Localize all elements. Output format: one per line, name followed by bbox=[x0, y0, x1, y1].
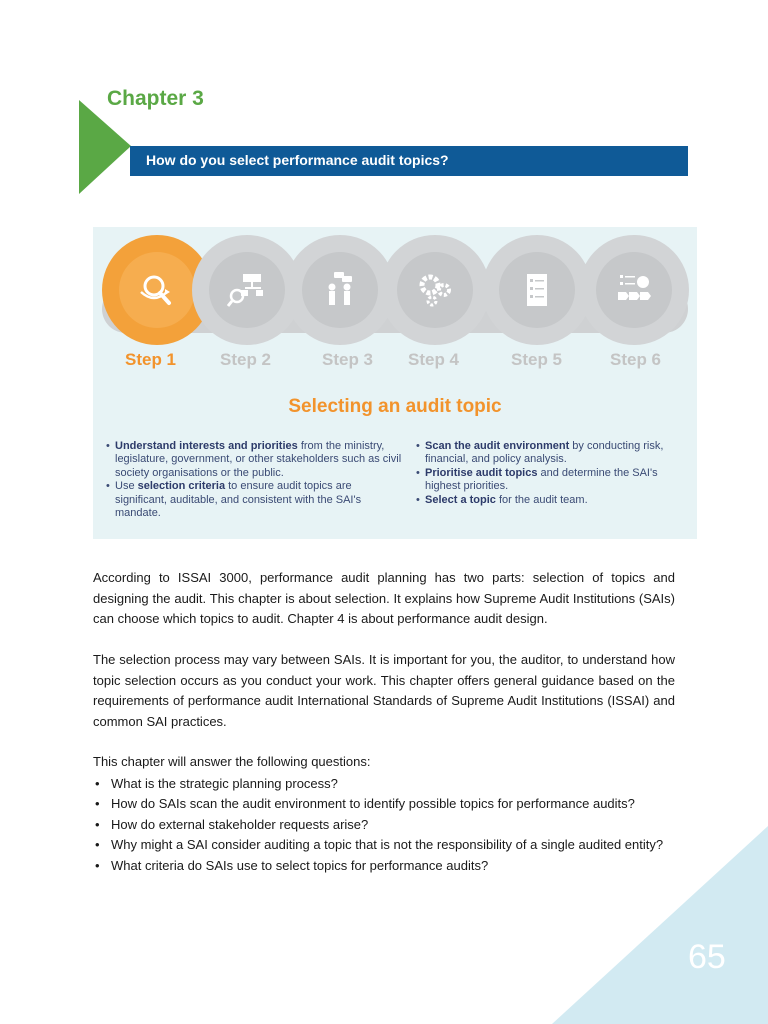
gears-icon bbox=[415, 270, 455, 310]
magnifier-arrow-icon bbox=[137, 270, 177, 310]
right-bullet-list bbox=[415, 440, 685, 507]
list-item: • Understand interests and priorities from the ministry, legislature, government, or other stakeholders such as civil society organisations or the public. bbox=[115, 440, 405, 480]
step-5-circle bbox=[482, 235, 592, 345]
list-item: • How do external stakeholder requests arise? bbox=[111, 815, 675, 836]
step-label: Step 5 bbox=[511, 350, 563, 369]
list-item: • What is the strategic planning process? bbox=[111, 774, 675, 795]
left-bullet-list bbox=[105, 440, 405, 520]
page-number: 65 bbox=[688, 938, 726, 976]
list-item: • How do SAIs scan the audit environment to identify possible topics for performance audits? bbox=[111, 794, 675, 815]
questions-section bbox=[93, 752, 675, 876]
step-6-circle bbox=[579, 235, 689, 345]
step-label: Step 3 bbox=[322, 350, 374, 369]
list-item: • What criteria do SAIs use to select topics for performance audits? bbox=[111, 856, 675, 877]
list-item: • Use selection criteria to ensure audit topics are significant, auditable, and consistent with the SAI's mandate. bbox=[115, 480, 405, 520]
chapter-arrow-icon bbox=[79, 100, 131, 194]
chapter-heading-bar bbox=[130, 146, 688, 176]
chapter-title: Chapter 3 bbox=[107, 87, 204, 110]
questions-intro: This chapter will answer the following questions: bbox=[93, 754, 371, 769]
list-item: • Why might a SAI consider auditing a topic that is not the responsibility of a single audited entity? bbox=[111, 835, 675, 856]
step-label: Step 1 bbox=[125, 350, 177, 369]
questions-list bbox=[93, 774, 675, 877]
body-paragraph-2: The selection process may vary between SAIs. It is important for you, the auditor, to understand how topic selection occurs as you conduct your work. This chapter offers general guidance based on the requirements of performance audit International Standards of Supreme Audit Institutions (ISSAI) and common SAI practices. bbox=[93, 652, 675, 729]
step-label: Step 4 bbox=[408, 350, 460, 369]
list-item: • Prioritise audit topics and determine the SAI's highest priorities. bbox=[425, 467, 685, 494]
list-item: • Scan the audit environment by conducting risk, financial, and policy analysis. bbox=[425, 440, 685, 467]
list-item: • Select a topic for the audit team. bbox=[425, 494, 685, 507]
chapter-heading: How do you select performance audit topics? bbox=[146, 152, 449, 168]
panel-title: Selecting an audit topic bbox=[288, 396, 502, 417]
step-label: Step 6 bbox=[610, 350, 662, 369]
step-3-circle bbox=[285, 235, 395, 345]
people-talking-icon bbox=[320, 270, 360, 310]
checklist-icon bbox=[517, 270, 557, 310]
body-paragraph-1: According to ISSAI 3000, performance audit planning has two parts: selection of topics and designing the audit. This chapter is about selection. It explains how Supreme Audit Institutions (SAIs) can choose which topics to audit. Chapter 4 is about performance audit design. bbox=[93, 570, 675, 626]
step-4-circle bbox=[380, 235, 490, 345]
step-label: Step 2 bbox=[220, 350, 272, 369]
search-orgchart-icon bbox=[227, 270, 267, 310]
list-check-icon bbox=[614, 270, 654, 310]
